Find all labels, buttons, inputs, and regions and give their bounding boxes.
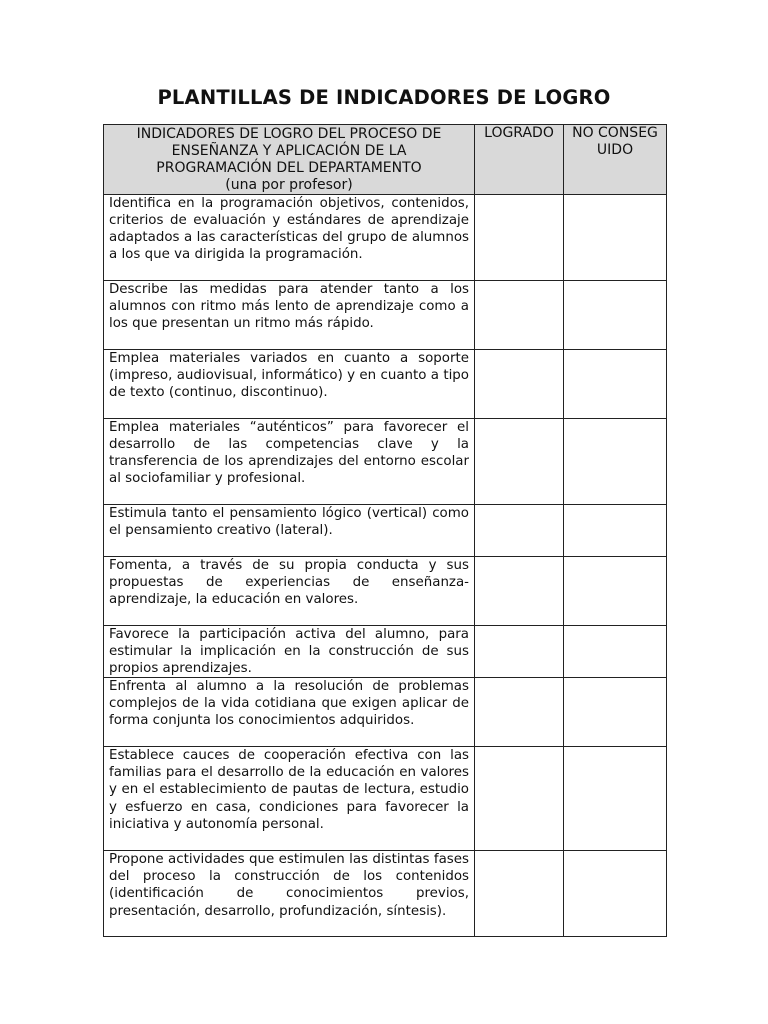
indicator-cell: Enfrenta al alumno a la resolución de problemas complejos de la vida cotidiana que exigen aplicar de forma conjunta los conocimientos adquiridos.	[104, 678, 475, 747]
indicator-cell: Emplea materiales “auténticos” para favorecer el desarrollo de las competencias clave y la transferencia de los aprendizajes del entorno escolar al sociofamiliar y profesional.	[104, 419, 475, 505]
header-achieved	[475, 125, 564, 195]
achieved-cell[interactable]	[475, 419, 564, 505]
header-achieved-label: LOGRADO	[484, 125, 554, 141]
achieved-cell[interactable]	[475, 350, 564, 419]
not-achieved-cell[interactable]	[564, 747, 667, 851]
achieved-cell[interactable]	[475, 747, 564, 851]
table-row	[104, 851, 667, 937]
indicator-cell: Estimula tanto el pensamiento lógico (vertical) como el pensamiento creativo (lateral).	[104, 505, 475, 557]
not-achieved-cell[interactable]	[564, 419, 667, 505]
table-row	[104, 350, 667, 419]
table-row	[104, 195, 667, 281]
indicator-cell: Propone actividades que estimulen las distintas fases del proceso la construcción de los contenidos (identificación de conocimientos previos, presentación, desarrollo, profundización, síntesis).	[104, 851, 475, 937]
indicator-cell: Fomenta, a través de su propia conducta y sus propuestas de experiencias de enseñanza-aprendizaje, la educación en valores.	[104, 557, 475, 626]
indicators-table	[103, 124, 667, 937]
table-row	[104, 419, 667, 505]
header-indicators-sub: (una por profesor)	[225, 177, 353, 193]
header-indicators	[104, 125, 475, 195]
table-row	[104, 678, 667, 747]
not-achieved-cell[interactable]	[564, 851, 667, 937]
table-row	[104, 626, 667, 678]
table-row	[104, 281, 667, 350]
indicator-cell: Describe las medidas para atender tanto a los alumnos con ritmo más lento de aprendizaje como a los que presentan un ritmo más rápido.	[104, 281, 475, 350]
header-not-achieved-label: NO CONSEGUIDO	[572, 125, 658, 158]
table-header-row	[104, 125, 667, 195]
not-achieved-cell[interactable]	[564, 557, 667, 626]
indicator-cell: Identifica en la programación objetivos, contenidos, criterios de evaluación y estándares de aprendizaje adaptados a las características del grupo de alumnos a los que va dirigida la programación.	[104, 195, 475, 281]
achieved-cell[interactable]	[475, 678, 564, 747]
not-achieved-cell[interactable]	[564, 626, 667, 678]
page-title: PLANTILLAS DE INDICADORES DE LOGRO	[157, 86, 611, 109]
not-achieved-cell[interactable]	[564, 350, 667, 419]
header-not-achieved	[564, 125, 667, 195]
achieved-cell[interactable]	[475, 626, 564, 678]
achieved-cell[interactable]	[475, 505, 564, 557]
not-achieved-cell[interactable]	[564, 281, 667, 350]
achieved-cell[interactable]	[475, 851, 564, 937]
indicator-cell: Emplea materiales variados en cuanto a soporte (impreso, audiovisual, informático) y en cuanto a tipo de texto (continuo, discontinuo).	[104, 350, 475, 419]
achieved-cell[interactable]	[475, 281, 564, 350]
indicator-cell: Favorece la participación activa del alumno, para estimular la implicación en la construcción de sus propios aprendizajes.	[104, 626, 475, 678]
indicator-cell: Establece cauces de cooperación efectiva con las familias para el desarrollo de la educación en valores y en el establecimiento de pautas de lectura, estudio y esfuerzo en casa, condiciones para favorecer la iniciativa y autonomía personal.	[104, 747, 475, 851]
achieved-cell[interactable]	[475, 557, 564, 626]
table-row	[104, 557, 667, 626]
table-row	[104, 747, 667, 851]
achieved-cell[interactable]	[475, 195, 564, 281]
not-achieved-cell[interactable]	[564, 195, 667, 281]
not-achieved-cell[interactable]	[564, 505, 667, 557]
header-indicators-label: INDICADORES DE LOGRO DEL PROCESO DE ENSEÑANZA Y APLICACIÓN DE LA PROGRAMACIÓN DEL DEPARTAMENTO	[136, 126, 442, 176]
not-achieved-cell[interactable]	[564, 678, 667, 747]
table-row	[104, 505, 667, 557]
